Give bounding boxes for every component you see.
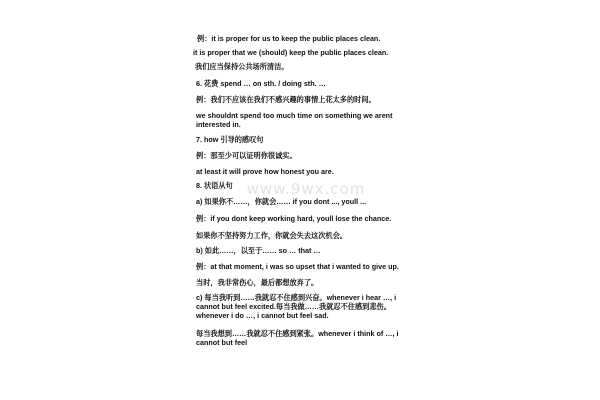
text-line-16: 当时，我非常伤心，最后都想放弃了。 [196, 278, 319, 287]
text-line-11: a) 如果你不……，你就会…… if you dont ..., youll ... [196, 197, 367, 206]
text-line-5: 例：我们不应该在我们不感兴趣的事情上花太多的时间。 [196, 95, 376, 104]
text-line-10: 8. 状语从句 [196, 181, 233, 190]
text-line-13: 如果你不坚持努力工作，你就会失去这次机会。 [196, 231, 347, 240]
text-line-17: c) 每当我听到……我就忍不住感到兴奋。whenever i hear …, i cannot but feel excited.每当我做……我就忍不住感到悲伤。whenever i do …, i cannot but feel sad. [196, 293, 397, 320]
text-line-2: it is proper that we (should) keep the public places clean. [193, 48, 389, 57]
text-line-12: 例：if you dont keep working hard, youll lose the chance. [196, 214, 392, 223]
text-line-8: 例：那至少可以证明你很诚实。 [196, 151, 297, 160]
text-line-4: 6. 花费 spend … on sth. / doing sth. … [196, 79, 326, 88]
text-line-9: at least it will prove how honest you are. [196, 167, 334, 176]
watermark-text: www.9wx.com [246, 180, 366, 198]
document-page [193, 0, 408, 400]
text-line-15: 例：at that moment, i was so upset that i wanted to give up. [196, 262, 399, 271]
text-line-7: 7. how 引导的感叹句 [196, 135, 264, 144]
text-line-6: we shouldnt spend too much time on something we arent interested in. [196, 111, 393, 129]
text-line-14: b) 如此……，以至于…… so … that … [196, 246, 321, 255]
text-line-3: 我们应当保持公共场所清洁。 [195, 62, 289, 71]
text-line-1: 例：it is proper for us to keep the public places clean. [197, 34, 381, 43]
text-line-18: 每当我想到……我就忍不住感到紧张。whenever i think of …, i cannot but feel [196, 329, 399, 347]
